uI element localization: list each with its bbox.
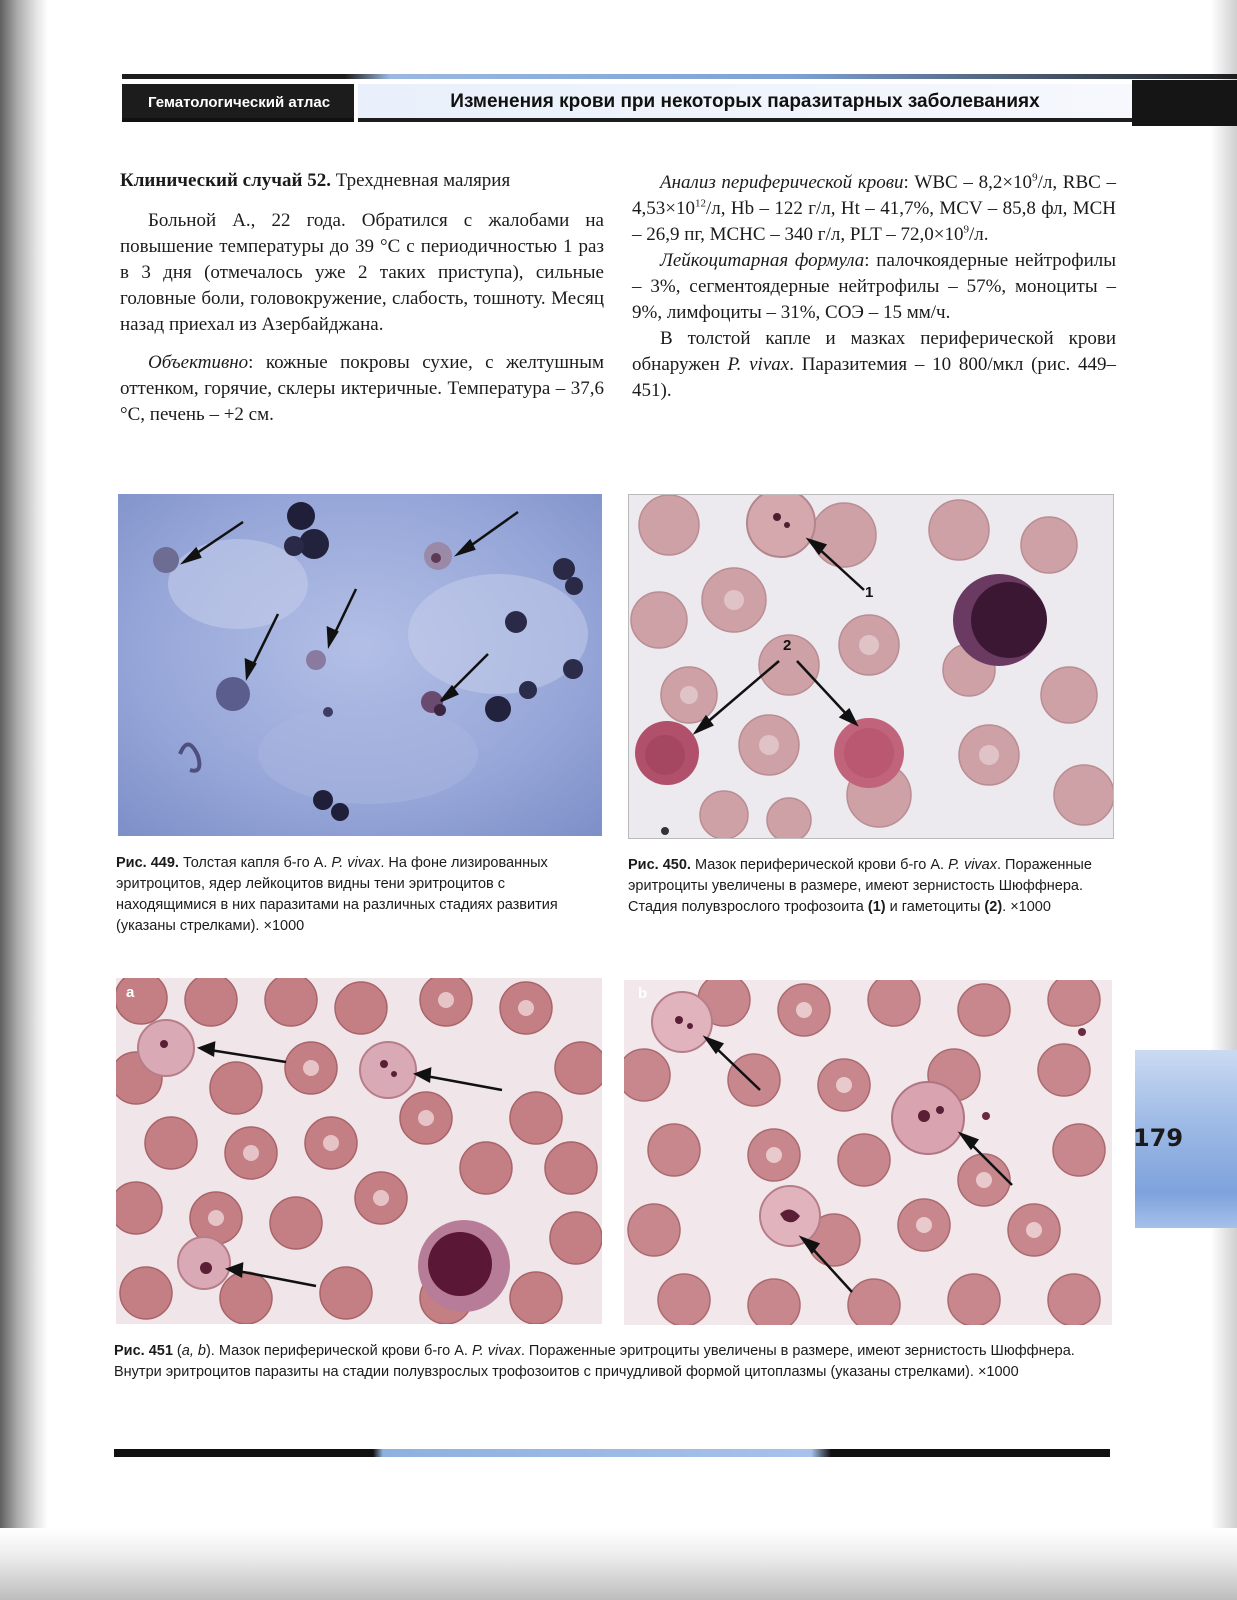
fig450-species: P. vivax	[948, 857, 997, 873]
wbc-exponent: 9	[1032, 171, 1038, 184]
fig451-species: P. vivax	[471, 1343, 521, 1359]
case-heading	[120, 168, 604, 194]
fig449-text-b: . На фоне лизированных эритроцитов, ядер лейкоцитов видны тени эритроцитов с находящимися в них паразитами на различных стадиях развития (указаны стрелками). ×1000	[116, 855, 558, 934]
fig450-text-c: и гаметоциты	[885, 899, 985, 915]
figure-451b-blood-smear-photo	[624, 980, 1112, 1325]
fig451b-letter: b	[638, 985, 648, 1002]
page-number: 179	[1132, 1124, 1184, 1152]
fig451-label: Рис. 451	[114, 1343, 173, 1359]
parasitemia-paragraph	[632, 326, 1116, 404]
leukocyte-formula-label: Лейкоцитарная формула	[660, 250, 865, 271]
leukocyte-formula-paragraph	[632, 248, 1116, 326]
fig450-marker-1: 1	[865, 584, 874, 601]
header-rule	[122, 74, 1237, 79]
plt-exponent: 9	[963, 223, 969, 236]
fig451a-letter: a	[126, 984, 135, 1001]
figure-449-caption	[116, 853, 604, 937]
figure-449-thick-drop-photo	[118, 494, 602, 836]
fig451-text-a: (	[172, 1343, 182, 1359]
plt-unit: /л.	[969, 224, 989, 245]
right-text-column	[632, 170, 1116, 404]
blood-indices: /л, Hb – 122 г/л, Ht – 41,7%, MCV – 85,8 фл, MCH – 26,9 пг, MCHC – 340 г/л, PLT – 72,0×10	[632, 198, 1116, 245]
fig450-text-b: . Пораженные эритроциты увеличены в размере, имеют зернистость Шюффнера. Стадия полувзрослого трофозоита	[628, 857, 1092, 915]
fig450-label: Рис. 450.	[628, 857, 691, 873]
objective-text: : кожные покровы сухие, с желтушным оттенком, горячие, склеры иктеричные. Температура – 37,6 °С, печень – +2 см.	[120, 352, 604, 425]
left-text-column	[120, 168, 604, 428]
wbc-value: : WBC – 8,2×10	[903, 172, 1033, 193]
case-title: Трехдневная малярия	[330, 170, 511, 191]
objective-label: Объективно	[148, 352, 249, 373]
footer-rule	[114, 1449, 1110, 1457]
parasitemia-text-b: . Паразитемия – 10 800/мкл (рис. 449–451).	[632, 354, 1116, 401]
figure-450-blood-smear-photo	[628, 494, 1114, 839]
fig450-text-d: . ×1000	[1002, 899, 1051, 915]
leukocyte-formula-text: : палочкоядерные нейтрофилы – 3%, сегментоядерные нейтрофилы – 57%, моноциты – 9%, лимфоциты – 31%, СОЭ – 15 мм/ч.	[632, 250, 1116, 323]
blood-analysis-paragraph	[632, 170, 1116, 248]
fig449-text-a: Толстая капля б-го А.	[178, 855, 332, 871]
fig451-text-b: ). Мазок периферической крови б-го А.	[205, 1343, 472, 1359]
objective-paragraph	[120, 350, 604, 428]
anamnesis-paragraph: Больной А., 22 года. Обратился с жалобами на повышение температуры до 39 °С с периодичностью 1 раз в 3 дня (отмечалось уже 2 таких приступа), сильные головные боли, головокружение, слабость, тошноту. Месяц назад приехал из Азербайджана.	[120, 210, 604, 335]
species-name: P. vivax	[727, 354, 790, 375]
parasitemia-text-a: В толстой капле и мазках периферической крови обнаружен	[632, 328, 1116, 375]
fig451-text-c: . Пораженные эритроциты увеличены в размере, имеют зернистость Шюффнера. Внутри эритроцитов паразиты на стадии полувзрослых трофозоитов с причудливой формой цитоплазмы (указаны стрелками). ×1000	[114, 1343, 1075, 1380]
rbc-value: /л, RBC – 4,53×10	[632, 172, 1116, 219]
fig449-species: P. vivax	[331, 855, 381, 871]
running-head-book-title: Гематологический атлас	[122, 84, 354, 122]
figure-451-caption	[114, 1341, 1110, 1383]
figure-450-caption	[628, 855, 1118, 918]
figure-451a-blood-smear-photo	[116, 978, 602, 1324]
fig450-ref-2: (2)	[984, 899, 1003, 915]
fig449-label: Рис. 449.	[116, 855, 179, 871]
page-edge-shadow	[1211, 0, 1237, 1600]
running-head-chapter-title: Изменения крови при некоторых паразитарных заболеваниях	[358, 84, 1132, 122]
scan-bottom-shadow	[0, 1528, 1237, 1600]
blood-analysis-label: Анализ периферической крови	[660, 172, 904, 193]
rbc-exponent: 12	[694, 197, 706, 210]
fig451-panels: a, b	[181, 1343, 206, 1359]
case-label: Клинический случай 52.	[120, 170, 331, 191]
book-spine-shadow	[0, 0, 48, 1600]
fig450-marker-2: 2	[783, 637, 792, 654]
header-end-block	[1132, 80, 1237, 126]
fig450-ref-1: (1)	[867, 899, 886, 915]
fig450-text-a: Мазок периферической крови б-го А.	[690, 857, 949, 873]
